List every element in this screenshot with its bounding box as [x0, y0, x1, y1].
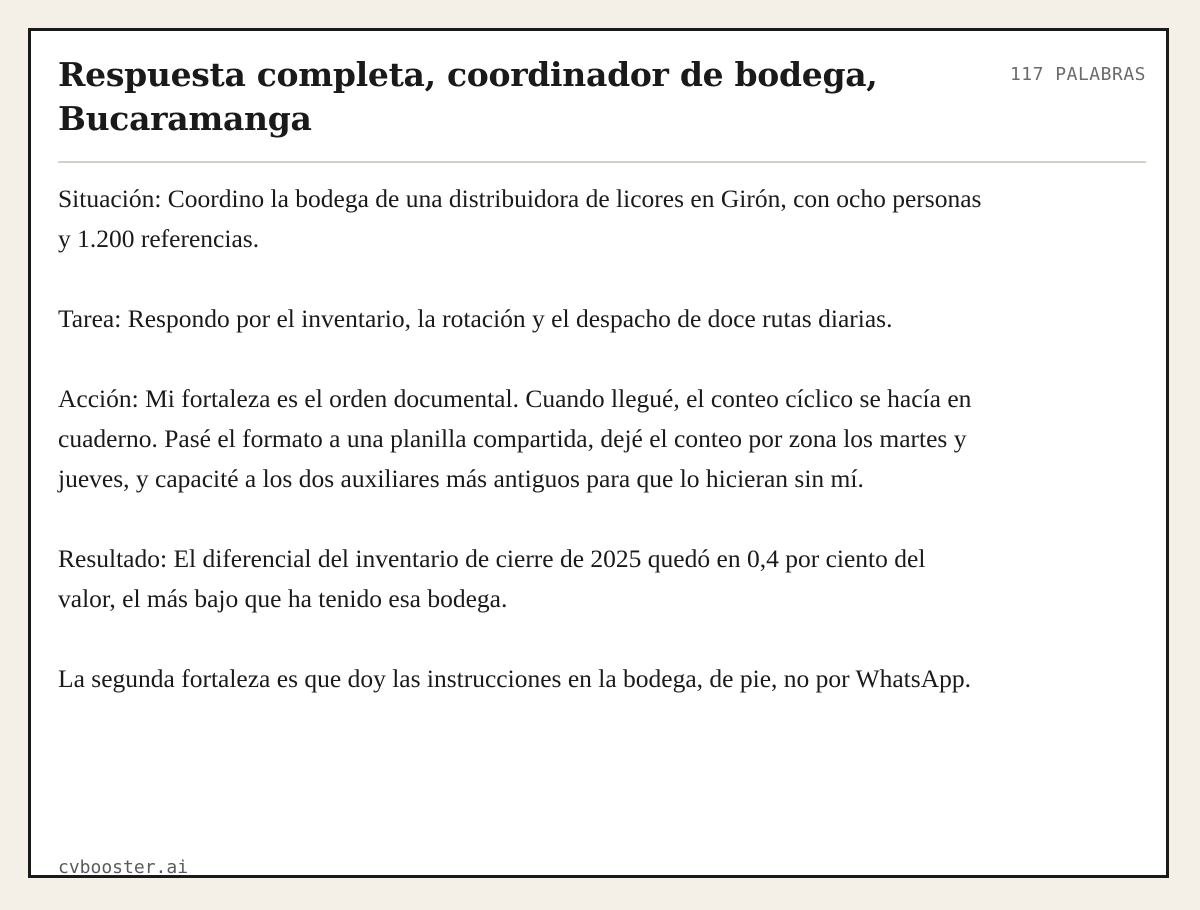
- paragraph-resultado: Resultado: El diferencial del inventario de cierre de 2025 quedó en 0,4 por ciento del valor, el más bajo que ha tenido esa bodega.: [58, 544, 926, 613]
- answer-card: [28, 28, 1169, 878]
- card-header: [58, 53, 1146, 163]
- paragraph-accion: Acción: Mi fortaleza es el orden documental. Cuando llegué, el conteo cíclico se hacía en cuaderno. Pasé el formato a una planilla compartida, dejé el conteo por zona los martes y jueves, y capacité a los dos auxiliares más antiguos para que lo hicieran sin mí.: [58, 384, 972, 493]
- header-divider: [58, 161, 1146, 163]
- brand-footer: cvbooster.ai: [58, 857, 189, 878]
- paragraph-situacion: Situación: Coordino la bodega de una distribuidora de licores en Girón, con ocho personas y 1.200 referencias.: [58, 184, 982, 253]
- word-count: 117 PALABRAS: [1009, 64, 1146, 85]
- paragraph-segunda-fortaleza: La segunda fortaleza es que doy las instrucciones en la bodega, de pie, no por WhatsApp.: [58, 664, 971, 693]
- answer-body: [58, 179, 988, 739]
- paragraph-tarea: Tarea: Respondo por el inventario, la rotación y el despacho de doce rutas diarias.: [58, 304, 893, 333]
- answer-title: Respuesta completa, coordinador de bodega, Bucaramanga: [58, 55, 878, 138]
